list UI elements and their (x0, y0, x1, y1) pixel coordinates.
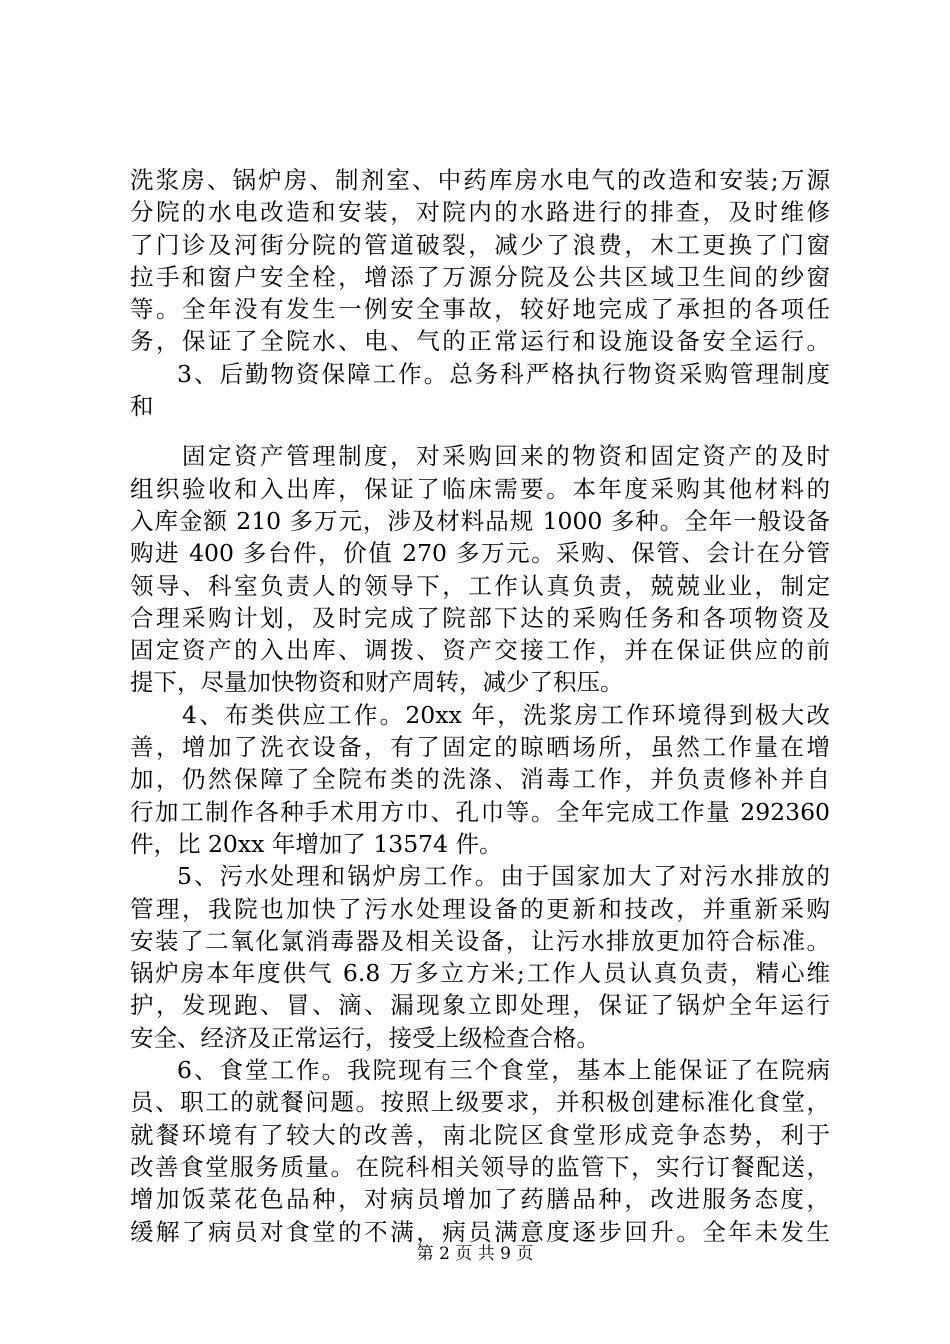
text-line: 锅炉房本年度供气 6.8 万多立方米;工作人员认真负责，精心维 (130, 959, 830, 988)
text-line: 护，发现跑、冒、滴、漏现象立即处理，保证了锅炉全年运行 (130, 991, 830, 1020)
text-line: 4、布类供应工作。20xx 年，洗浆房工作环境得到极大改 (182, 700, 830, 729)
text-line: 加，仍然保障了全院布类的洗涤、消毒工作，并负责修补并自 (130, 765, 830, 794)
text-line: 增加饭菜花色品种，对病员增加了药膳品种，改进服务态度， (130, 1185, 830, 1214)
text-line: 提下，尽量加快物资和财产周转，减少了积压。 (130, 668, 624, 697)
text-line: 管理，我院也加快了污水处理设备的更新和技改，并重新采购 (130, 894, 830, 923)
text-line: 6、食堂工作。我院现有三个食堂，基本上能保证了在院病 (177, 1056, 830, 1085)
text-line: 安装了二氧化氯消毒器及相关设备，让污水排放更加符合标准。 (130, 926, 830, 955)
text-line: 领导、科室负责人的领导下，工作认真负责，兢兢业业，制定 (130, 571, 830, 600)
text-line: 善，增加了洗衣设备，有了固定的晾晒场所，虽然工作量在增 (130, 733, 830, 762)
text-line: 拉手和窗户安全栓，增添了万源分院及公共区域卫生间的纱窗 (130, 262, 830, 291)
text-line: 和 (130, 392, 154, 421)
document-body (130, 164, 830, 1248)
text-line: 合理采购计划，及时完成了院部下达的采购任务和各项物资及 (130, 603, 830, 632)
text-line: 5、污水处理和锅炉房工作。由于国家加大了对污水排放的 (177, 862, 830, 891)
text-line: 行加工制作各种手术用方巾、孔巾等。全年完成工作量 292360 (130, 797, 830, 826)
page-footer: 第 2 页 共 9 页 (416, 1244, 534, 1264)
text-line: 入库金额 210 多万元，涉及材料品规 1000 多种。全年一般设备 (130, 506, 830, 535)
text-line: 就餐环境有了较大的改善，南北院区食堂形成竞争态势，利于 (130, 1120, 830, 1149)
text-line: 改善食堂服务质量。在院科相关领导的监管下，实行订餐配送， (130, 1152, 830, 1181)
text-line: 员、职工的就餐问题。按照上级要求，并积极创建标准化食堂， (130, 1088, 830, 1117)
text-line: 务，保证了全院水、电、气的正常运行和设施设备安全运行。 (130, 327, 830, 356)
text-line: 安全、经济及正常运行，接受上级检查合格。 (130, 1023, 600, 1052)
text-line: 固定资产的入出库、调拨、资产交接工作，并在保证供应的前 (130, 636, 830, 665)
text-line: 洗浆房、锅炉房、制剂室、中药库房水电气的改造和安装;万源 (130, 166, 830, 194)
text-line: 3、后勤物资保障工作。总务科严格执行物资采购管理制度 (177, 359, 830, 388)
text-line: 固定资产管理制度，对采购回来的物资和固定资产的及时 (182, 442, 830, 471)
text-line: 缓解了病员对食堂的不满，病员满意度逐步回升。全年未发生 (130, 1217, 830, 1246)
text-line: 等。全年没有发生一例安全事故，较好地完成了承担的各项任 (130, 295, 830, 324)
text-line: 分院的水电改造和安装，对院内的水路进行的排查，及时维修 (130, 198, 830, 227)
text-line: 了门诊及河街分院的管道破裂，减少了浪费，木工更换了门窗 (130, 230, 830, 259)
text-line: 组织验收和入出库，保证了临床需要。本年度采购其他材料的 (130, 474, 830, 503)
text-line: 件，比 20xx 年增加了 13574 件。 (130, 829, 503, 858)
text-line: 购进 400 多台件，价值 270 多万元。采购、保管、会计在分管 (130, 539, 830, 568)
